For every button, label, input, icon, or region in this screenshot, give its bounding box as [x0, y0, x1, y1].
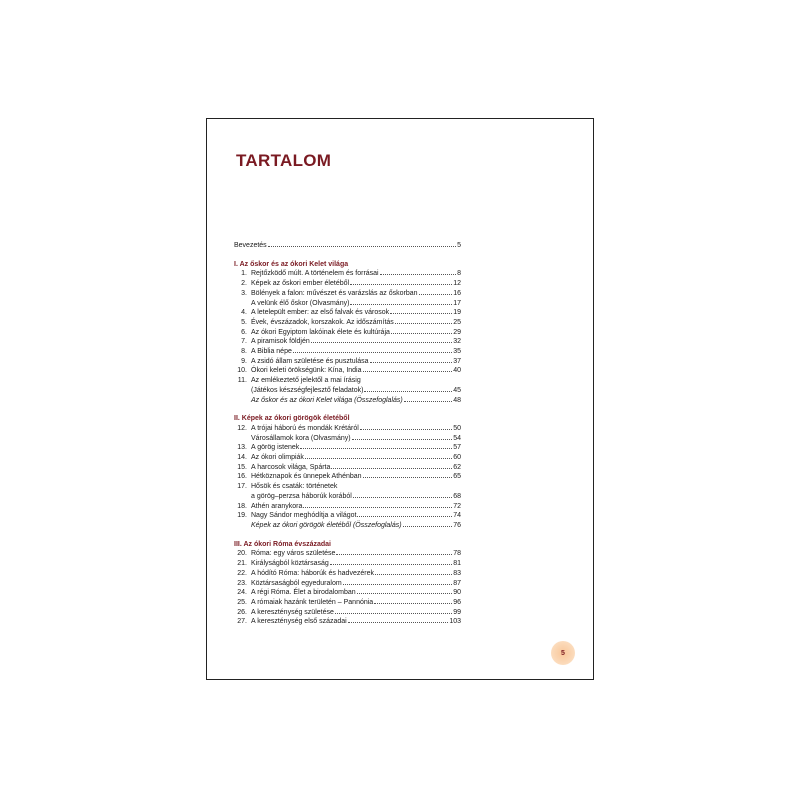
toc-entry-number: 7. — [241, 338, 247, 346]
toc-entry-page: 83 — [453, 569, 461, 577]
leader-dots — [353, 497, 452, 498]
toc-entry-number: 6. — [241, 328, 247, 336]
leader-dots — [336, 554, 452, 555]
toc-entry-page: 40 — [453, 367, 461, 375]
toc-entry — [234, 376, 461, 386]
toc-entry-text: A velünk élő őskor (Olvasmány) — [251, 299, 350, 307]
toc-entry-text: Évek, évszázadok, korszakok. Az időszámítás — [251, 318, 394, 326]
leader-dots — [360, 429, 452, 430]
toc-entry-text: Bölények a falon: művészet és varázslás az őskorban — [251, 289, 418, 297]
toc-entry-page: 25 — [453, 318, 461, 326]
toc-entry-number: 12. — [237, 424, 247, 432]
toc-entry — [234, 521, 461, 531]
toc-entry-text: A piramisok földjén — [251, 338, 310, 346]
toc-entry — [234, 482, 461, 492]
toc-entry-page: 8 — [457, 270, 461, 278]
toc-entry-number: 13. — [237, 444, 247, 452]
toc-section-heading: I. Az őskor és az ókori Kelet világa — [234, 260, 349, 268]
leader-dots — [335, 613, 452, 614]
toc-entry-page: 96 — [453, 598, 461, 606]
toc-entry-text: Városállamok kora (Olvasmány) — [251, 434, 351, 442]
leader-dots — [404, 401, 452, 402]
leader-dots — [391, 333, 452, 334]
toc-entry — [234, 357, 461, 367]
toc-entry-number: 10. — [237, 367, 247, 375]
toc-entry-text: Ókori keleti örökségünk: Kína, India — [251, 367, 362, 375]
toc-entry-page: 87 — [453, 579, 461, 587]
leader-dots — [350, 304, 452, 305]
toc-entry-text: Róma: egy város születése — [251, 550, 336, 558]
toc-entry-page: 78 — [453, 550, 461, 558]
toc-entry-number: 27. — [237, 618, 247, 626]
toc-entry — [234, 502, 461, 512]
leader-dots — [311, 342, 452, 343]
leader-dots — [331, 468, 452, 469]
toc-entry — [234, 492, 461, 502]
toc-entry — [234, 588, 461, 598]
toc-entry-number: 21. — [237, 560, 247, 568]
toc-entry-page: 37 — [453, 357, 461, 365]
toc-entry — [234, 279, 461, 289]
leader-dots — [268, 246, 456, 247]
toc-entry — [234, 569, 461, 579]
toc-entry-page: 17 — [453, 299, 461, 307]
toc-entry-text: A kereszténység első századai — [251, 618, 347, 626]
toc-entry — [234, 269, 461, 279]
leader-dots — [363, 477, 453, 478]
toc-entry-number: 4. — [241, 309, 247, 317]
leader-dots — [375, 574, 452, 575]
toc-entry-number: 19. — [237, 512, 247, 520]
leader-dots — [348, 622, 449, 623]
toc-entry-page: 99 — [453, 608, 461, 616]
toc-entry — [234, 347, 461, 357]
toc-entry-page: 50 — [453, 424, 461, 432]
toc-entry — [234, 579, 461, 589]
leader-dots — [403, 526, 453, 527]
toc-entry-text: Az ókori olimpiák — [251, 454, 304, 462]
toc-entry-page: 57 — [453, 444, 461, 452]
toc-entry — [234, 366, 461, 376]
leader-dots — [390, 313, 452, 314]
toc-entry-text: (Játékos készségfejlesztő feladatok) — [251, 386, 364, 394]
toc-section-heading: II. Képek az ókori görögök életéből — [234, 415, 350, 423]
toc-entry-text: Képek az őskori ember életéből — [251, 280, 350, 288]
toc-entry-number: 16. — [237, 473, 247, 481]
toc-entry-text: a görög–perzsa háborúk korából — [251, 492, 352, 500]
toc-entry-page: 29 — [453, 328, 461, 336]
leader-dots — [330, 564, 452, 565]
toc-entry-number: 22. — [237, 569, 247, 577]
toc-entry-page: 12 — [453, 280, 461, 288]
toc-entry — [234, 472, 461, 482]
toc-entry-number: 9. — [241, 357, 247, 365]
toc-entry-page: 90 — [453, 589, 461, 597]
toc-entry-text: A rómaiak hazánk területén – Pannónia — [251, 598, 374, 606]
toc-entry — [234, 443, 461, 453]
leader-dots — [363, 371, 453, 372]
toc-entry-page: 35 — [453, 348, 461, 356]
page-title: TARTALOM — [236, 151, 332, 170]
toc-entry-text: Nagy Sándor meghódítja a világot — [251, 512, 357, 520]
toc-entry — [234, 328, 461, 338]
toc-entry-text: A kereszténység születése — [251, 608, 334, 616]
toc-entry — [234, 434, 461, 444]
toc-entry — [234, 308, 461, 318]
toc-sections — [234, 260, 461, 627]
toc-entry — [234, 608, 461, 618]
leader-dots — [357, 593, 453, 594]
toc-entry — [234, 396, 461, 406]
leader-dots — [380, 274, 456, 275]
toc-entry — [234, 617, 461, 627]
toc-entry-page: 76 — [453, 521, 461, 529]
toc-entry-number: 8. — [241, 348, 247, 356]
toc-entry-page: 16 — [453, 289, 461, 297]
toc-entry-page: 72 — [453, 502, 461, 510]
leader-dots — [350, 284, 452, 285]
toc-entry-number: 11. — [237, 377, 247, 385]
toc-entry-text: Köztársaságból egyeduralom — [251, 579, 342, 587]
toc-entry-number: 20. — [237, 550, 247, 558]
leader-dots — [374, 603, 452, 604]
toc-entry-number: 23. — [237, 579, 247, 587]
toc-entry-text: A hódító Róma: háborúk és hadvezérek — [251, 569, 374, 577]
book-page — [206, 118, 594, 680]
toc-entry-text: Az emlékeztető jelektől a mai írásig — [251, 377, 361, 385]
toc-entry-page: 45 — [453, 386, 461, 394]
toc-entry-page: 68 — [453, 492, 461, 500]
toc-entry-page: 74 — [453, 512, 461, 520]
toc-entry — [234, 318, 461, 328]
toc-entry-text: A zsidó állam születése és pusztulása — [251, 357, 369, 365]
toc-entry — [234, 289, 461, 299]
toc-entry-text: Hétköznapok és ünnepek Athénban — [251, 473, 362, 481]
leader-dots — [357, 516, 452, 517]
toc-entry — [234, 337, 461, 347]
toc-entry-text: A letelepült ember: az első falvak és városok — [251, 309, 390, 317]
toc-entry-text: Rejtőzködő múlt. A történelem és forrásai — [251, 270, 379, 278]
leader-dots — [364, 391, 452, 392]
toc-entry-page: 103 — [449, 618, 461, 626]
leader-dots — [305, 458, 452, 459]
leader-dots — [352, 439, 453, 440]
toc-entry-number: 24. — [237, 589, 247, 597]
table-of-contents — [234, 241, 461, 627]
toc-entry-page: 5 — [457, 242, 461, 249]
toc-entry-page: 54 — [453, 434, 461, 442]
toc-entry-text: Az ókori Egyiptom lakóinak élete és kultúrája — [251, 328, 390, 336]
toc-entry-number: 2. — [241, 280, 247, 288]
toc-entry-text: A görög istenek — [251, 444, 300, 452]
toc-entry-page: 19 — [453, 309, 461, 317]
toc-entry-number: 5. — [241, 318, 247, 326]
leader-dots — [395, 323, 452, 324]
toc-entry — [234, 424, 461, 434]
toc-entry — [234, 598, 461, 608]
toc-entry-page: 62 — [453, 463, 461, 471]
toc-entry-number: 3. — [241, 289, 247, 297]
toc-entry-number: 25. — [237, 598, 247, 606]
toc-entry-number: 17. — [237, 483, 247, 491]
page-number-badge — [551, 641, 575, 665]
toc-entry — [234, 453, 461, 463]
toc-entry — [234, 511, 461, 521]
toc-section-heading: III. Az ókori Róma évszázadai — [234, 540, 331, 548]
toc-entry-number: 1. — [241, 270, 247, 278]
toc-entry-page: 60 — [453, 454, 461, 462]
toc-entry-text: Athén aranykora — [251, 502, 303, 510]
leader-dots — [419, 294, 453, 295]
toc-entry-text: Bevezetés — [234, 242, 267, 249]
page-number: 5 — [561, 649, 565, 657]
toc-entry-page: 32 — [453, 338, 461, 346]
leader-dots — [370, 362, 453, 363]
leader-dots — [303, 507, 452, 508]
toc-entry-text: A harcosok világa, Spárta — [251, 463, 331, 471]
toc-entry-text: Hősök és csaták: történetek — [251, 483, 338, 491]
toc-entry — [234, 549, 461, 559]
toc-entry-page: 48 — [453, 396, 461, 404]
toc-entry-page: 81 — [453, 560, 461, 568]
leader-dots — [300, 448, 452, 449]
leader-dots — [343, 584, 453, 585]
toc-entry-number: 14. — [237, 454, 247, 462]
toc-entry-text: A Biblia népe — [251, 348, 292, 356]
toc-entry-text: A trójai háború és mondák Krétáról — [251, 424, 359, 432]
toc-entry-text: Az őskor és az ókori Kelet világa (Összefoglalás) — [251, 396, 403, 404]
toc-intro-entry — [234, 241, 461, 251]
toc-entry-number: 26. — [237, 608, 247, 616]
toc-entry-text: Képek az ókori görögök életéből (Összefoglalás) — [251, 521, 402, 529]
toc-entry-text: A régi Róma. Élet a birodalomban — [251, 589, 356, 597]
toc-entry — [234, 463, 461, 473]
toc-entry — [234, 386, 461, 396]
leader-dots — [293, 352, 452, 353]
toc-entry — [234, 559, 461, 569]
toc-entry-number: 18. — [237, 502, 247, 510]
toc-entry-number: 15. — [237, 463, 247, 471]
toc-entry-text: Királyságból köztársaság — [251, 560, 329, 568]
toc-entry — [234, 299, 461, 309]
toc-entry-page: 65 — [453, 473, 461, 481]
